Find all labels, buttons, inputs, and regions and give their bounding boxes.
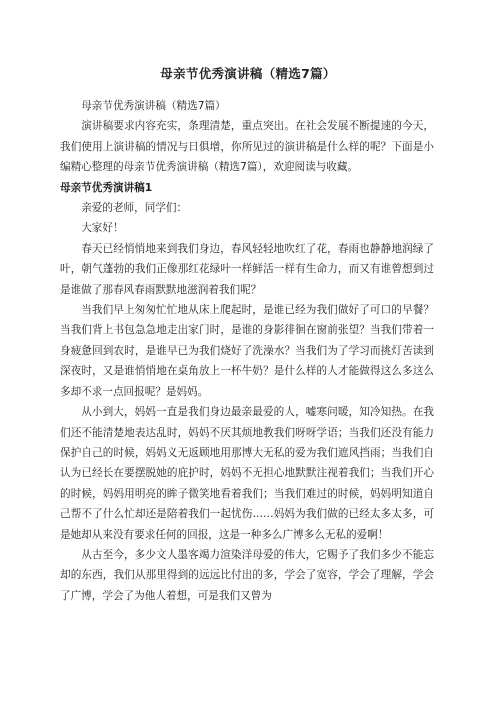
- body-paragraph: 当我们早上匆匆忙忙地从床上爬起时，是谁已经为我们做好了可口的早餐？当我们背上书包急急地走出家门时，是谁的身影徘徊在窗前张望？当我们带着一身疲惫回到农时，是谁早已为我们烧好了洗澡水？当我们为了学习而挑灯苦读到深夜时，又是谁悄悄地在桌角放上一杯牛奶？是什么样的人才能做得这么多这么多却不求一点回报呢？是妈妈。: [60, 304, 434, 398]
- body-paragraph: 从小到大，妈妈一直是我们身边最亲最爱的人，嘘寒问暖，知冷知热。在我们还不能清楚地表达乱时，妈妈不厌其烦地教我们呀呀学语；当我们还没有能力保护自己的时候，妈妈义无返顾地用那博大无私的爱为我们遮风挡雨；当我们自认为已经长在要摆脱她的庇护时，妈妈不无担心地默默注视着我们；当我们开心的时候，妈妈用明亮的眸子微笑地看着我们；当我们难过的时候，妈妈明知道自己帮不了什么忙却还是陪着我们一起忧伤……妈妈为我们做的已经太多太多，可是她却从来没有要求任何的回报，这是一种多么广博多么无私的爱啊！: [60, 406, 434, 541]
- section-heading: 母亲节优秀演讲稿1: [60, 181, 153, 194]
- body-paragraph: 春天已经悄悄地来到我们身边，春风轻轻地吹红了花，春雨也静静地润绿了叶，朝气蓬勃的我们正像那红花绿叶一样鲜活一样有生命力，而又有谁曾想到过是谁做了那春风春雨默默地滋润着我们呢？: [60, 242, 434, 296]
- document-title: 母亲节优秀演讲稿（精选7篇）: [160, 66, 336, 81]
- salutation-paragraph: 亲爱的老师，同学们：: [81, 202, 188, 215]
- greeting-paragraph: 大家好！: [81, 222, 124, 235]
- document-body: [60, 96, 434, 606]
- intro-paragraph: 演讲稿要求内容充实，条理清楚，重点突出。在社会发展不断提速的今天，我们使用上演讲稿的情况与日俱增，你所见过的演讲稿是什么样的呢？下面是小编精心整理的母亲节优秀演讲稿（精选7篇），欢迎阅读与收藏。: [60, 120, 434, 174]
- subtitle-paragraph: 母亲节优秀演讲稿（精选7篇）: [81, 100, 226, 112]
- body-paragraph: 从古至今，多少文人墨客竭力渲染洋母爱的伟大，它赐予了我们多少不能忘却的东西，我们从那里得到的远远比付出的多，学会了宽容，学会了理解，学会了广博，学会了为他人着想，可是我们又曾为: [60, 548, 434, 602]
